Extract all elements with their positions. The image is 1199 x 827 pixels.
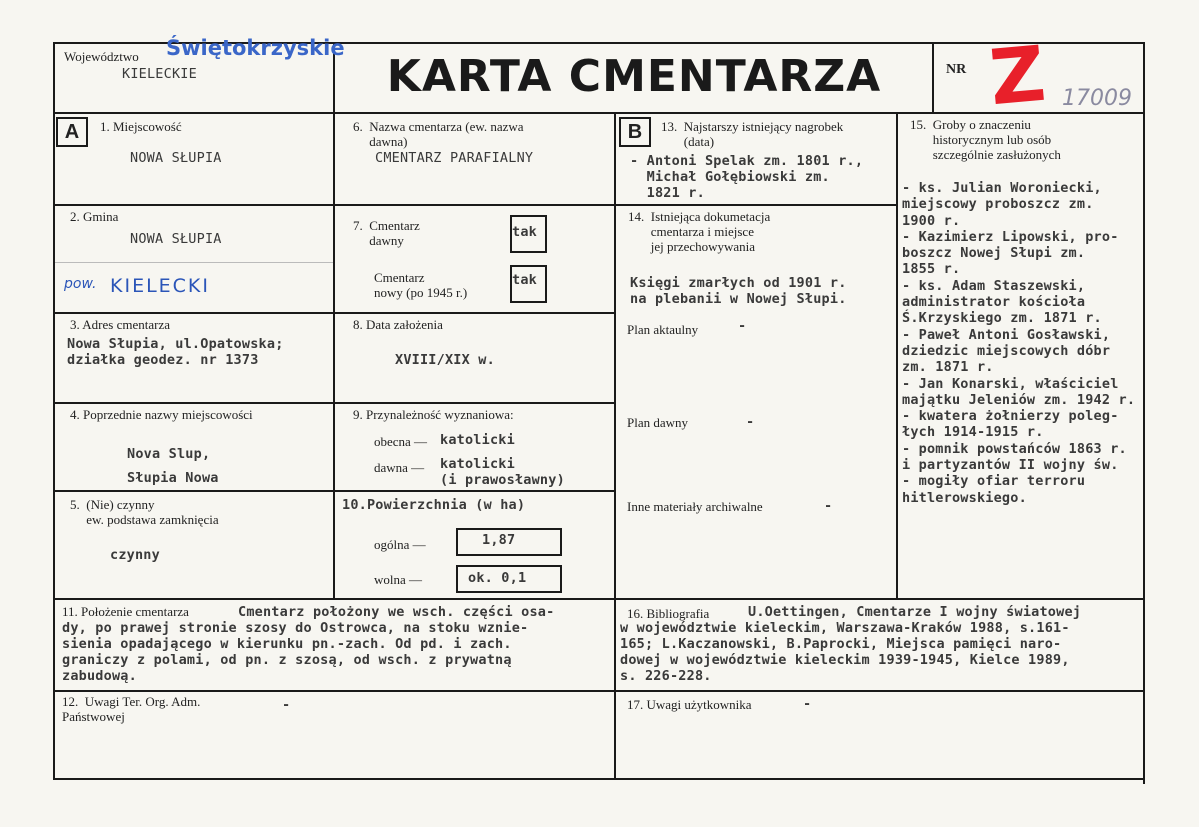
wojewodztwo-old: KIELECKIE (122, 66, 197, 82)
f12-label: 12. Uwagi Ter. Org. Adm. Państwowej (62, 694, 201, 724)
f5-value: czynny (110, 547, 160, 563)
f17-value: - (803, 696, 812, 712)
c2-row-4 (334, 490, 615, 492)
frame-left (53, 42, 55, 780)
c1-row-1 (53, 204, 334, 206)
card-title: KARTA CMENTARZA (386, 51, 882, 102)
frame-bottom (53, 778, 1145, 780)
f15-label: 15. Groby o znaczeniu historycznym lub osób szczególnie zasłużonych (910, 117, 1061, 162)
f16-label: 16. Bibliografia (627, 606, 710, 621)
f5-label: 5. (Nie) czynny ew. podstawa zamknięcia (70, 497, 219, 527)
wojewodztwo-stamp: Świętokrzyskie (166, 36, 345, 60)
f10-wolna-label: wolna — (374, 572, 423, 587)
f13-label: 13. Najstarszy istniejący nagrobek (data) (661, 119, 844, 149)
col-divider-2 (614, 114, 616, 778)
header-divider-2 (932, 42, 934, 114)
c2-row-3 (334, 402, 615, 404)
f4-label: 4. Poprzednie nazwy miejscowości (70, 407, 253, 422)
f1-value: NOWA SŁUPIA (130, 150, 222, 166)
f2-value: NOWA SŁUPIA (130, 231, 222, 247)
plan-aktualny-value: - (738, 318, 747, 334)
c3-row-1 (615, 204, 897, 206)
f9-label: 9. Przynależność wyznaniowa: (353, 407, 514, 422)
powiat-prefix: pow. (64, 276, 97, 292)
lower-top (53, 598, 1145, 600)
inne-label: Inne materiały archiwalne (627, 499, 763, 514)
nr-letter-marker: Z (986, 28, 1049, 123)
f8-value: XVIII/XIX w. (395, 352, 495, 368)
f16-first-line: U.Oettingen, Cmentarze I wojny światowej (748, 604, 1082, 620)
f7a-label: 7. Cmentarz dawny (353, 218, 420, 248)
f6-value: CMENTARZ PARAFIALNY (375, 150, 534, 166)
f8-label: 8. Data założenia (353, 317, 443, 332)
f4-value: Nova Slup, Słupia Nowa (127, 446, 219, 486)
f15-value: - ks. Julian Woroniecki, miejscowy proboszcz zm. 1900 r. - Kazimierz Lipowski, pro- boszcz Nowej Słupi zm. 1855 r. - ks. Adam Staszewski, administrator kościoła Ś.Krzyskiego zm. 1871 r. - Paweł Antoni Gosławski, dziedzic miejscowych dóbr zm. 1871 r. - Jan Konarski, właściciel majątku Jeleniów zm. 1942 r. - kwatera żołnierzy poleg- łych 1914-1915 r. - pomnik powstańców 1863 r. i partyzantów II wojny św. - mogiły ofiar terroru hitlerowskiego. (902, 180, 1136, 506)
nr-label: NR (946, 62, 967, 77)
f1-label: 1. Miejscowość (100, 119, 182, 134)
section-a: A (56, 117, 88, 147)
f14-label: 14. Istniejąca dokumetacja cmentarza i miejsce jej przechowywania (628, 209, 771, 254)
f3-value: Nowa Słupia, ul.Opatowska; działka geodez. nr 1373 (67, 336, 284, 368)
frame-right (1143, 42, 1145, 784)
c2-row-1 (334, 204, 615, 206)
f10-wolna-value: ok. 0,1 (468, 570, 527, 586)
c1-row-3 (53, 402, 334, 404)
plan-dawny-value: - (746, 414, 755, 430)
f10-label: 10.Powierzchnia (w ha) (342, 497, 526, 513)
f12-value: - (282, 697, 291, 713)
f3-label: 3. Adres cmentarza (70, 317, 170, 332)
section-b: B (619, 117, 651, 147)
powiat-value: KIELECKI (110, 275, 210, 297)
lower-mid (53, 690, 1145, 692)
c2-row-2 (334, 312, 615, 314)
wojewodztwo-label: Województwo (64, 49, 139, 64)
nr-pencil: 17009 (1062, 86, 1132, 111)
f9-dawna-value: katolicki (i prawosławny) (440, 456, 565, 488)
inne-value: - (824, 498, 833, 514)
col-divider-3 (896, 114, 898, 600)
c1-thin-sep (55, 262, 333, 263)
f13-value: - Antoni Spelak zm. 1801 r., Michał Gołębiowski zm. 1821 r. (630, 153, 864, 201)
c1-row-2 (53, 312, 334, 314)
f7b-label: Cmentarz nowy (po 1945 r.) (374, 270, 468, 300)
f9-obecna-value: katolicki (440, 432, 515, 448)
f11-first-line: Cmentarz położony we wsch. części osa- (238, 604, 555, 620)
f7b-value: tak (512, 272, 537, 288)
f17-label: 17. Uwagi użytkownika (627, 697, 752, 712)
f14-value: Księgi zmarłych od 1901 r. na plebanii w Nowej Słupi. (630, 275, 847, 307)
f9-dawna-label: dawna — (374, 460, 425, 475)
f2-label: 2. Gmina (70, 209, 119, 224)
f9-obecna-label: obecna — (374, 434, 428, 449)
header-bottom (53, 112, 1145, 114)
f7a-value: tak (512, 224, 537, 240)
plan-dawny-label: Plan dawny (627, 415, 689, 430)
plan-aktualny-label: Plan aktaulny (627, 322, 699, 337)
f10-ogolna-value: 1,87 (482, 532, 516, 548)
c1-row-4 (53, 490, 334, 492)
f11-rest: dy, po prawej stronie szosy do Ostrowca, na stoku wznie- sienia opadającego w kierunku pn.-zach. Od pd. i zach. graniczy z polami, od pn. z szosą, od wsch. z prywatną zabudową. (62, 620, 529, 684)
f16-rest: w województwie kieleckim, Warszawa-Kraków 1988, s.161- 165; L.Kaczanowski, B.Paprocki, Miejsca pamięci naro- dowej w województwie kieleckim 1939-1945, Kielce 1989, s. 226-228. (620, 620, 1070, 684)
f11-label: 11. Położenie cmentarza (62, 604, 189, 619)
f10-ogolna-label: ogólna — (374, 537, 426, 552)
f6-label: 6. Nazwa cmentarza (ew. nazwa dawna) (353, 119, 524, 149)
col-divider-1 (333, 114, 335, 600)
